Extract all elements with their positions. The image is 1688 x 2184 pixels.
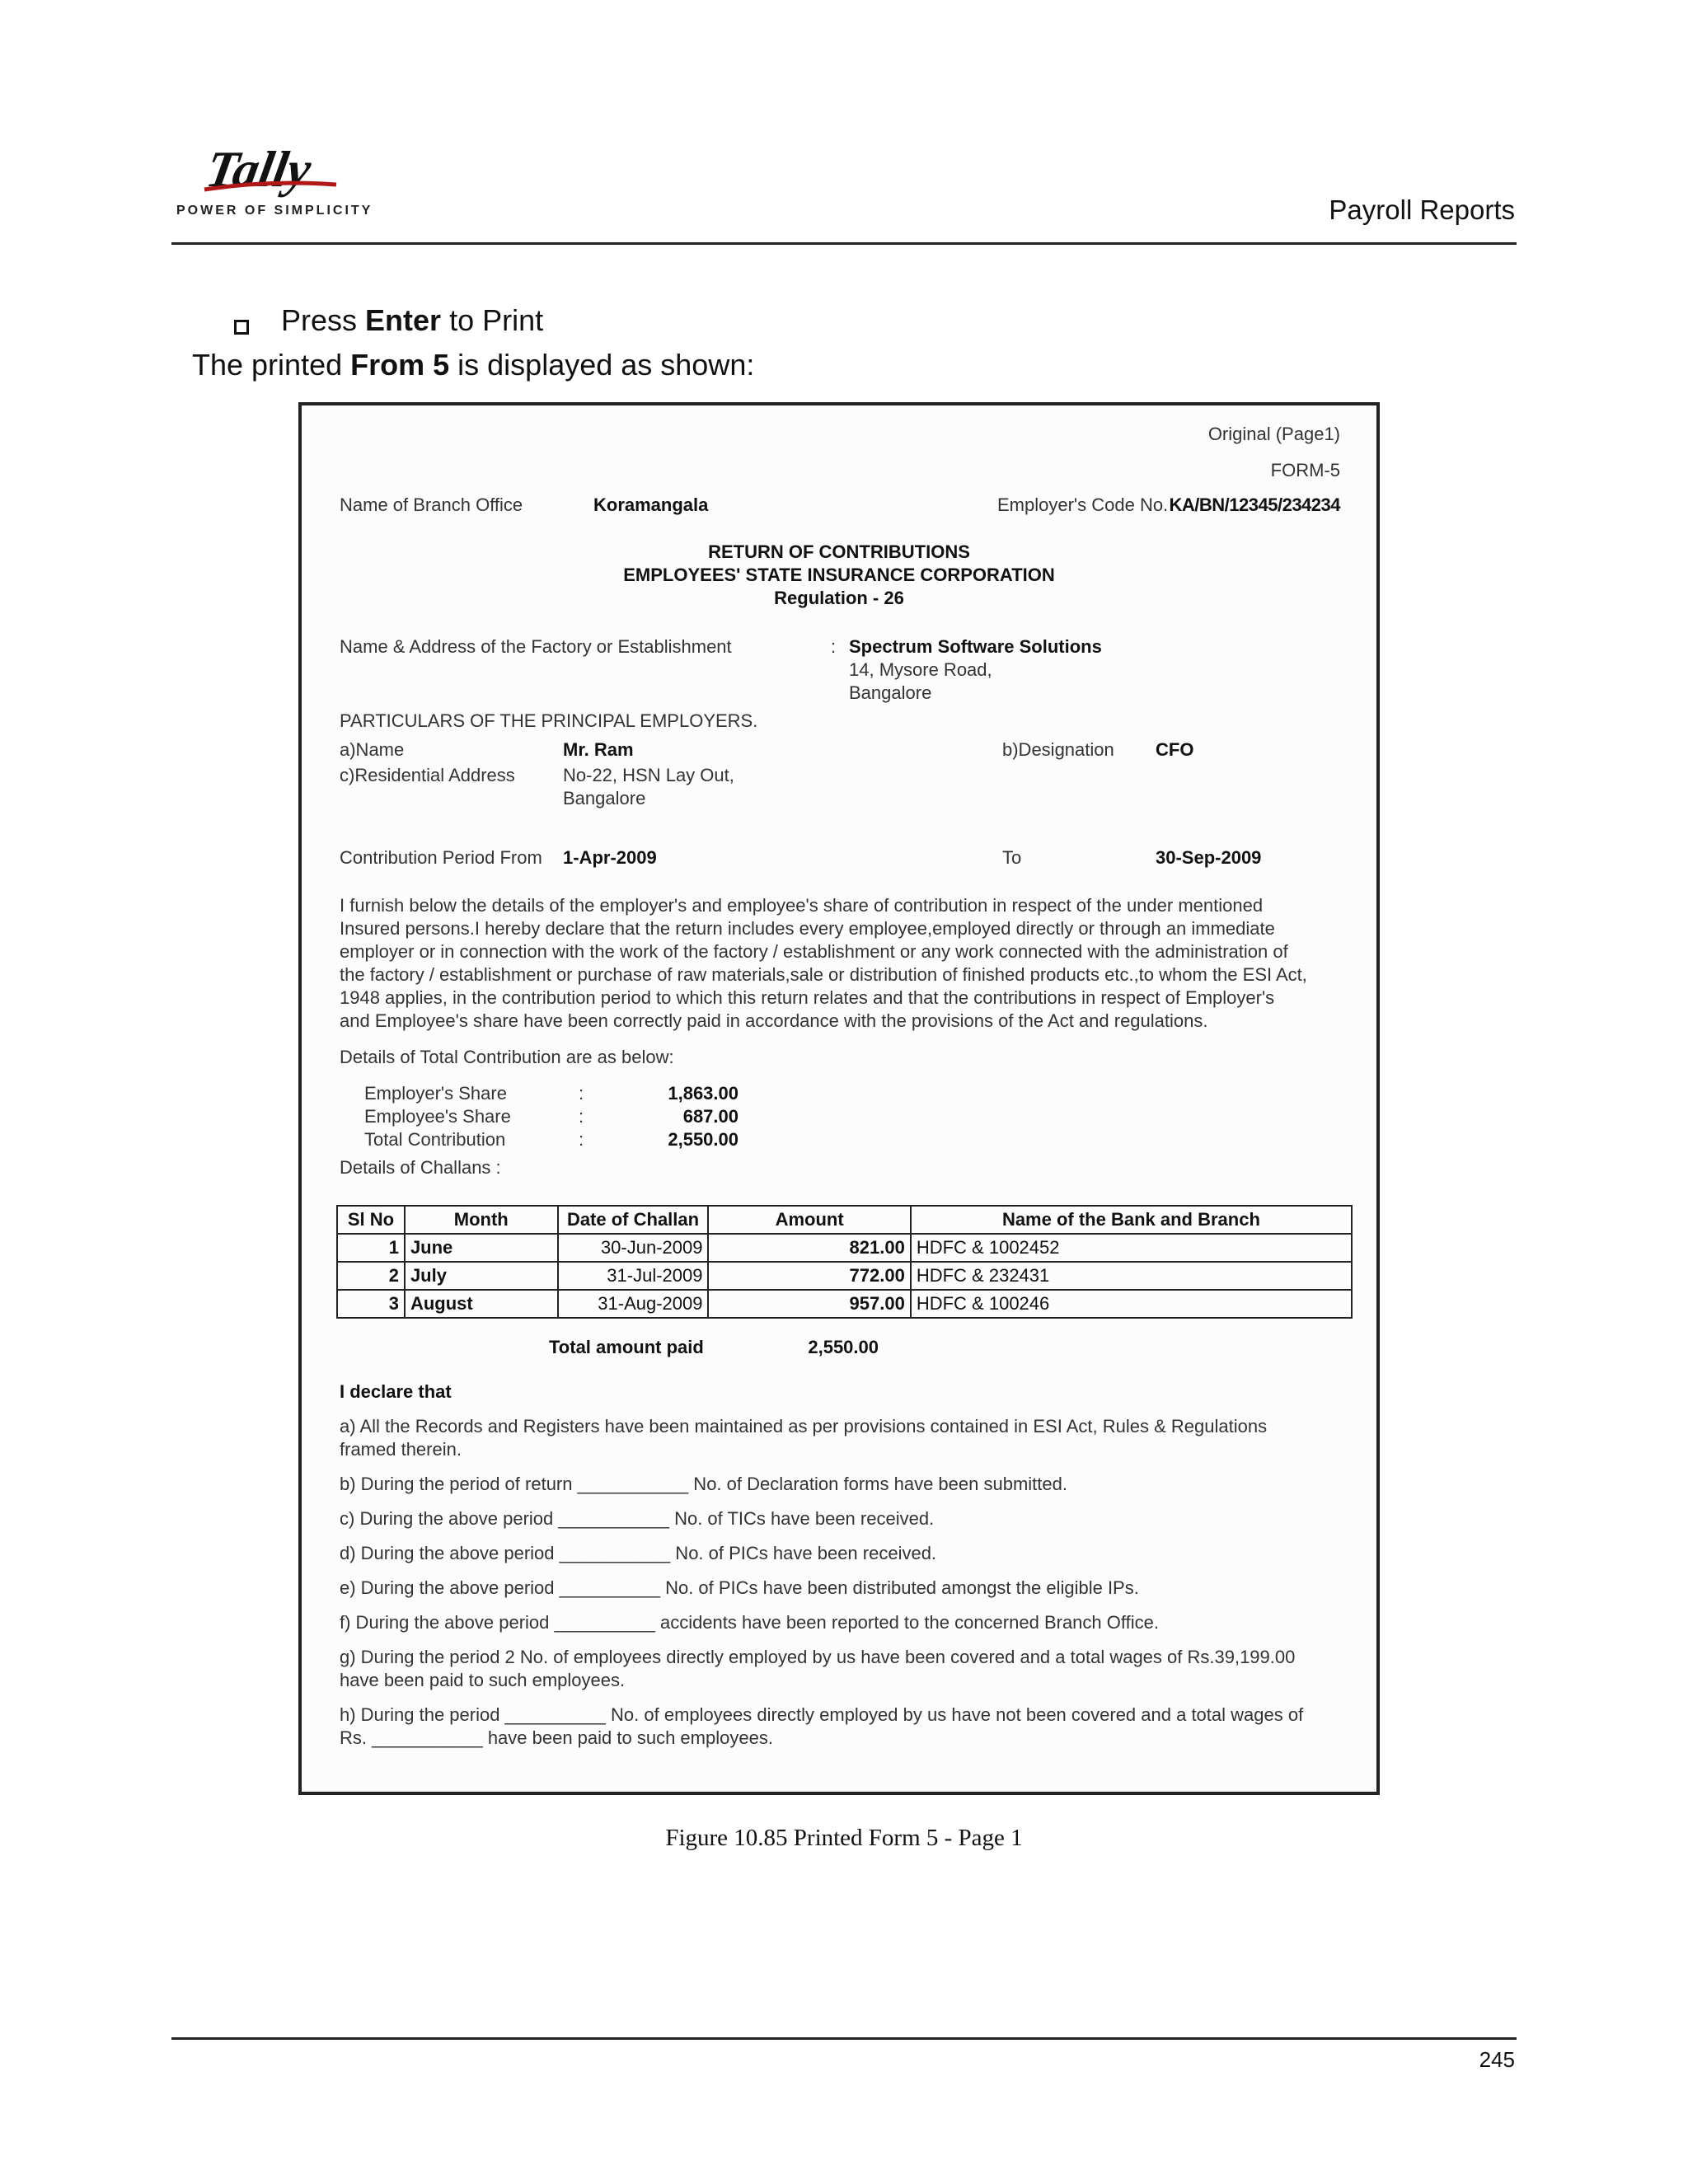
- total-paid-label: Total amount paid: [549, 1337, 704, 1357]
- column-header-sl-no: Sl No: [337, 1206, 405, 1234]
- employee-share-value: 687.00: [682, 1106, 738, 1127]
- designation-label: b)Designation: [1002, 739, 1114, 760]
- declare-item-c: c) During the above period ___________ No. of TICs have been received.: [340, 1508, 935, 1529]
- cell-date: 31-Aug-2009: [558, 1290, 709, 1318]
- branch-value: Koramangala: [593, 494, 709, 515]
- intro-sentence: [192, 348, 754, 382]
- form-title-1: RETURN OF CONTRIBUTIONS: [708, 541, 970, 562]
- cell-amount: 772.00: [708, 1262, 910, 1290]
- cell-bank: HDFC & 100246: [911, 1290, 1352, 1318]
- factory-colon: :: [831, 636, 837, 657]
- column-header-bank: Name of the Bank and Branch: [911, 1206, 1352, 1234]
- residential-address-1: No-22, HSN Lay Out,: [563, 765, 734, 785]
- page-label: Original (Page1): [1207, 424, 1340, 444]
- employer-share-label: Employer's Share: [364, 1083, 507, 1104]
- employer-share-colon: :: [579, 1083, 584, 1104]
- employer-name-label: a)Name: [340, 739, 405, 760]
- residential-label: c)Residential Address: [340, 765, 515, 785]
- logo-wordmark: Tally: [202, 140, 316, 198]
- cell-sl-no: 3: [337, 1290, 405, 1318]
- column-header-date: Date of Challan: [558, 1206, 709, 1234]
- cell-month: August: [405, 1290, 558, 1318]
- cell-amount: 957.00: [708, 1290, 910, 1318]
- logo-tagline: POWER OF SIMPLICITY: [176, 204, 373, 218]
- challans-heading: Details of Challans :: [340, 1157, 501, 1178]
- intro-text-post: is displayed as shown:: [449, 348, 755, 382]
- declaration-line-4: the factory / establishment or purchase of raw materials,sale or distribution of finished products etc.,to whom the ESI Act,: [340, 964, 1307, 985]
- square-bullet-icon: [234, 320, 249, 335]
- header-divider: [171, 242, 1517, 245]
- employer-share-value: 1,863.00: [668, 1083, 738, 1104]
- declaration-line-6: and Employee's share have been correctly paid in accordance with the provisions of the Act and regulations.: [340, 1010, 1208, 1031]
- cell-sl-no: 2: [337, 1262, 405, 1290]
- employee-share-label: Employee's Share: [364, 1106, 511, 1127]
- factory-address-1: 14, Mysore Road,: [849, 659, 992, 680]
- period-from: 1-Apr-2009: [563, 847, 657, 868]
- column-header-amount: Amount: [708, 1206, 910, 1234]
- residential-address-2: Bangalore: [563, 788, 646, 808]
- total-contribution-heading: Details of Total Contribution are as below:: [340, 1047, 674, 1067]
- total-contribution-colon: :: [579, 1129, 584, 1150]
- cell-bank: HDFC & 1002452: [911, 1234, 1352, 1262]
- form-title-2: EMPLOYEES' STATE INSURANCE CORPORATION: [623, 565, 1055, 585]
- declare-item-a-line-2: framed therein.: [340, 1439, 462, 1460]
- cell-bank: HDFC & 232431: [911, 1262, 1352, 1290]
- total-contribution-label: Total Contribution: [364, 1129, 506, 1150]
- employer-code-value: KA/BN/12345/234234: [1169, 494, 1340, 515]
- declare-item-f: f) During the above period __________ accidents have been reported to the concerned Branch Office.: [340, 1612, 1159, 1633]
- total-paid-value: 2,550.00: [808, 1337, 879, 1357]
- factory-label: Name & Address of the Factory or Establishment: [340, 636, 732, 657]
- step-text-pre: Press: [281, 303, 366, 337]
- declare-item-e: e) During the above period __________ No. of PICs have been distributed amongst the eligible IPs.: [340, 1577, 1139, 1598]
- intro-text-pre: The printed: [192, 348, 351, 382]
- cell-month: July: [405, 1262, 558, 1290]
- period-to-label: To: [1002, 847, 1022, 868]
- form-title-3: Regulation - 26: [774, 588, 904, 608]
- employee-share-colon: :: [579, 1106, 584, 1127]
- declaration-line-3: employer or in connection with the work of the factory / establishment or any work connected with the administration of: [340, 941, 1288, 962]
- declare-item-g-line-2: have been paid to such employees.: [340, 1670, 626, 1690]
- declare-item-g-line-1: g) During the period 2 No. of employees directly employed by us have been covered and a total wages of Rs.39,199.00: [340, 1647, 1296, 1667]
- period-to: 30-Sep-2009: [1156, 847, 1262, 868]
- cell-amount: 821.00: [708, 1234, 910, 1262]
- branch-label: Name of Branch Office: [340, 494, 523, 515]
- figure-caption: Figure 10.85 Printed Form 5 - Page 1: [665, 1825, 1023, 1851]
- period-label: Contribution Period From: [340, 847, 542, 868]
- declare-heading: I declare that: [340, 1381, 452, 1402]
- designation-value: CFO: [1156, 739, 1194, 760]
- challan-header-row: [337, 1206, 1352, 1234]
- page-number: 245: [1479, 2047, 1515, 2072]
- cell-sl-no: 1: [337, 1234, 405, 1262]
- declare-item-h-line-1: h) During the period __________ No. of employees directly employed by us have not been covered and a total wages of: [340, 1704, 1304, 1725]
- table-row: [337, 1290, 1352, 1318]
- challan-table: [336, 1205, 1353, 1319]
- declare-item-b: b) During the period of return ___________ No. of Declaration forms have been submitted.: [340, 1474, 1067, 1494]
- tally-logo-mark: [171, 138, 369, 204]
- declare-item-a-line-1: a) All the Records and Registers have been maintained as per provisions contained in ESI Act, Rules & Regulations: [340, 1416, 1268, 1436]
- factory-name: Spectrum Software Solutions: [849, 636, 1102, 657]
- table-row: [337, 1262, 1352, 1290]
- declaration-line-1: I furnish below the details of the employer's and employee's share of contribution in respect of the under mentioned: [340, 895, 1264, 916]
- instruction-step: [281, 303, 543, 338]
- factory-address-2: Bangalore: [849, 682, 932, 703]
- total-contribution-value: 2,550.00: [668, 1129, 738, 1150]
- intro-form-name: From 5: [350, 348, 450, 382]
- cell-date: 31-Jul-2009: [558, 1262, 709, 1290]
- cell-month: June: [405, 1234, 558, 1262]
- employer-name-value: Mr. Ram: [563, 739, 634, 760]
- footer-divider: [171, 2037, 1517, 2040]
- table-row: [337, 1234, 1352, 1262]
- particulars-heading: PARTICULARS OF THE PRINCIPAL EMPLOYERS.: [340, 710, 758, 731]
- employer-code-label: Employer's Code No.: [997, 494, 1169, 515]
- step-text-post: to Print: [441, 303, 544, 337]
- step-key: Enter: [365, 303, 442, 337]
- column-header-month: Month: [405, 1206, 558, 1234]
- form-number: FORM-5: [1270, 460, 1340, 480]
- declare-item-d: d) During the above period ___________ No. of PICs have been received.: [340, 1543, 937, 1563]
- declaration-line-5: 1948 applies, in the contribution period to which this return relates and that the contributions in respect of Employer's: [340, 987, 1275, 1008]
- declaration-line-2: Insured persons.I hereby declare that the return includes every employee,employed directly or through an immediate: [340, 918, 1275, 939]
- section-title: Payroll Reports: [1329, 194, 1515, 225]
- printed-form-5: [298, 402, 1380, 1795]
- declare-item-h-line-2: Rs. ___________ have been paid to such employees.: [340, 1727, 773, 1748]
- cell-date: 30-Jun-2009: [558, 1234, 709, 1262]
